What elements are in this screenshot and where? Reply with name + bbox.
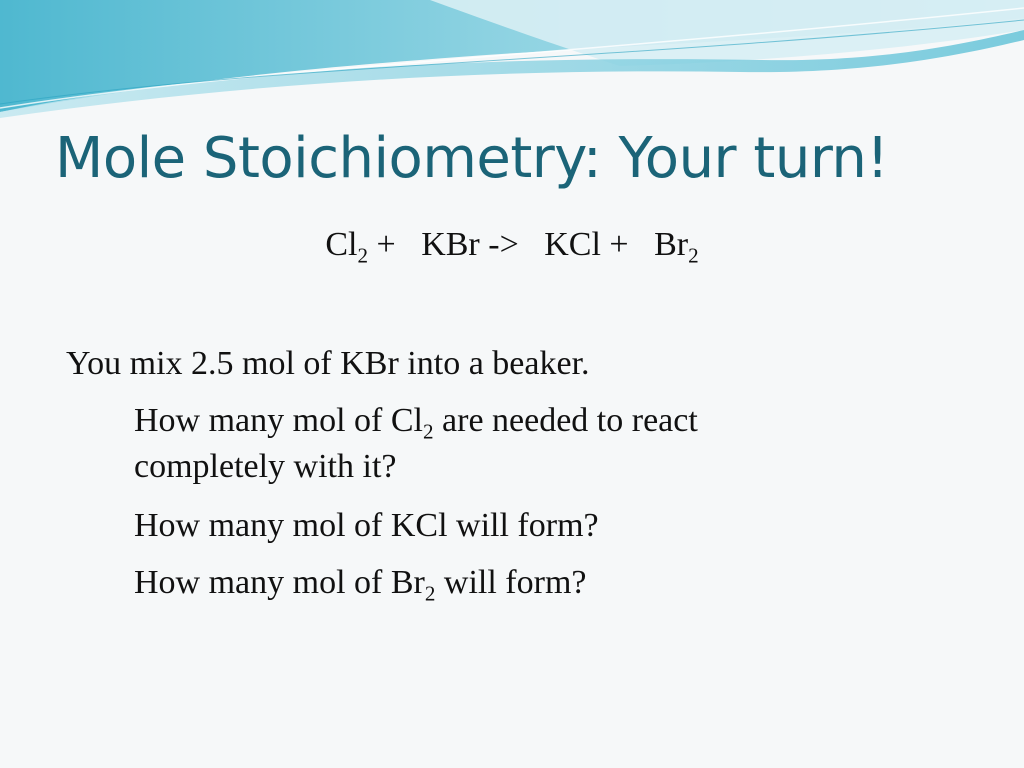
equation-subscript: 2 [357,243,369,268]
question-3 [134,560,586,606]
question-2: How many mol of KCl will form? [134,507,599,544]
equation-terms: + KBr -> KCl + Br [368,226,689,263]
intro-text: You mix 2.5 mol of KBr into a beaker. [66,345,590,382]
question-3-text: How many mol of Br [134,564,425,601]
question-1-text: How many mol of Cl [134,402,423,439]
question-1-continuation: completely with it? [134,448,397,485]
equation-term-cl: Cl [325,226,358,263]
header-wave-decoration [0,0,1024,130]
question-1 [134,398,698,444]
question-3-subscript: 2 [424,581,436,606]
question-3-text-end: will form? [435,564,587,601]
question-1-text-end: are needed to react [433,402,698,439]
chemical-equation [0,226,1024,268]
slide-title: Mole Stoichiometry: Your turn! [55,126,889,191]
equation-subscript: 2 [688,243,699,268]
question-1-subscript: 2 [422,419,434,444]
